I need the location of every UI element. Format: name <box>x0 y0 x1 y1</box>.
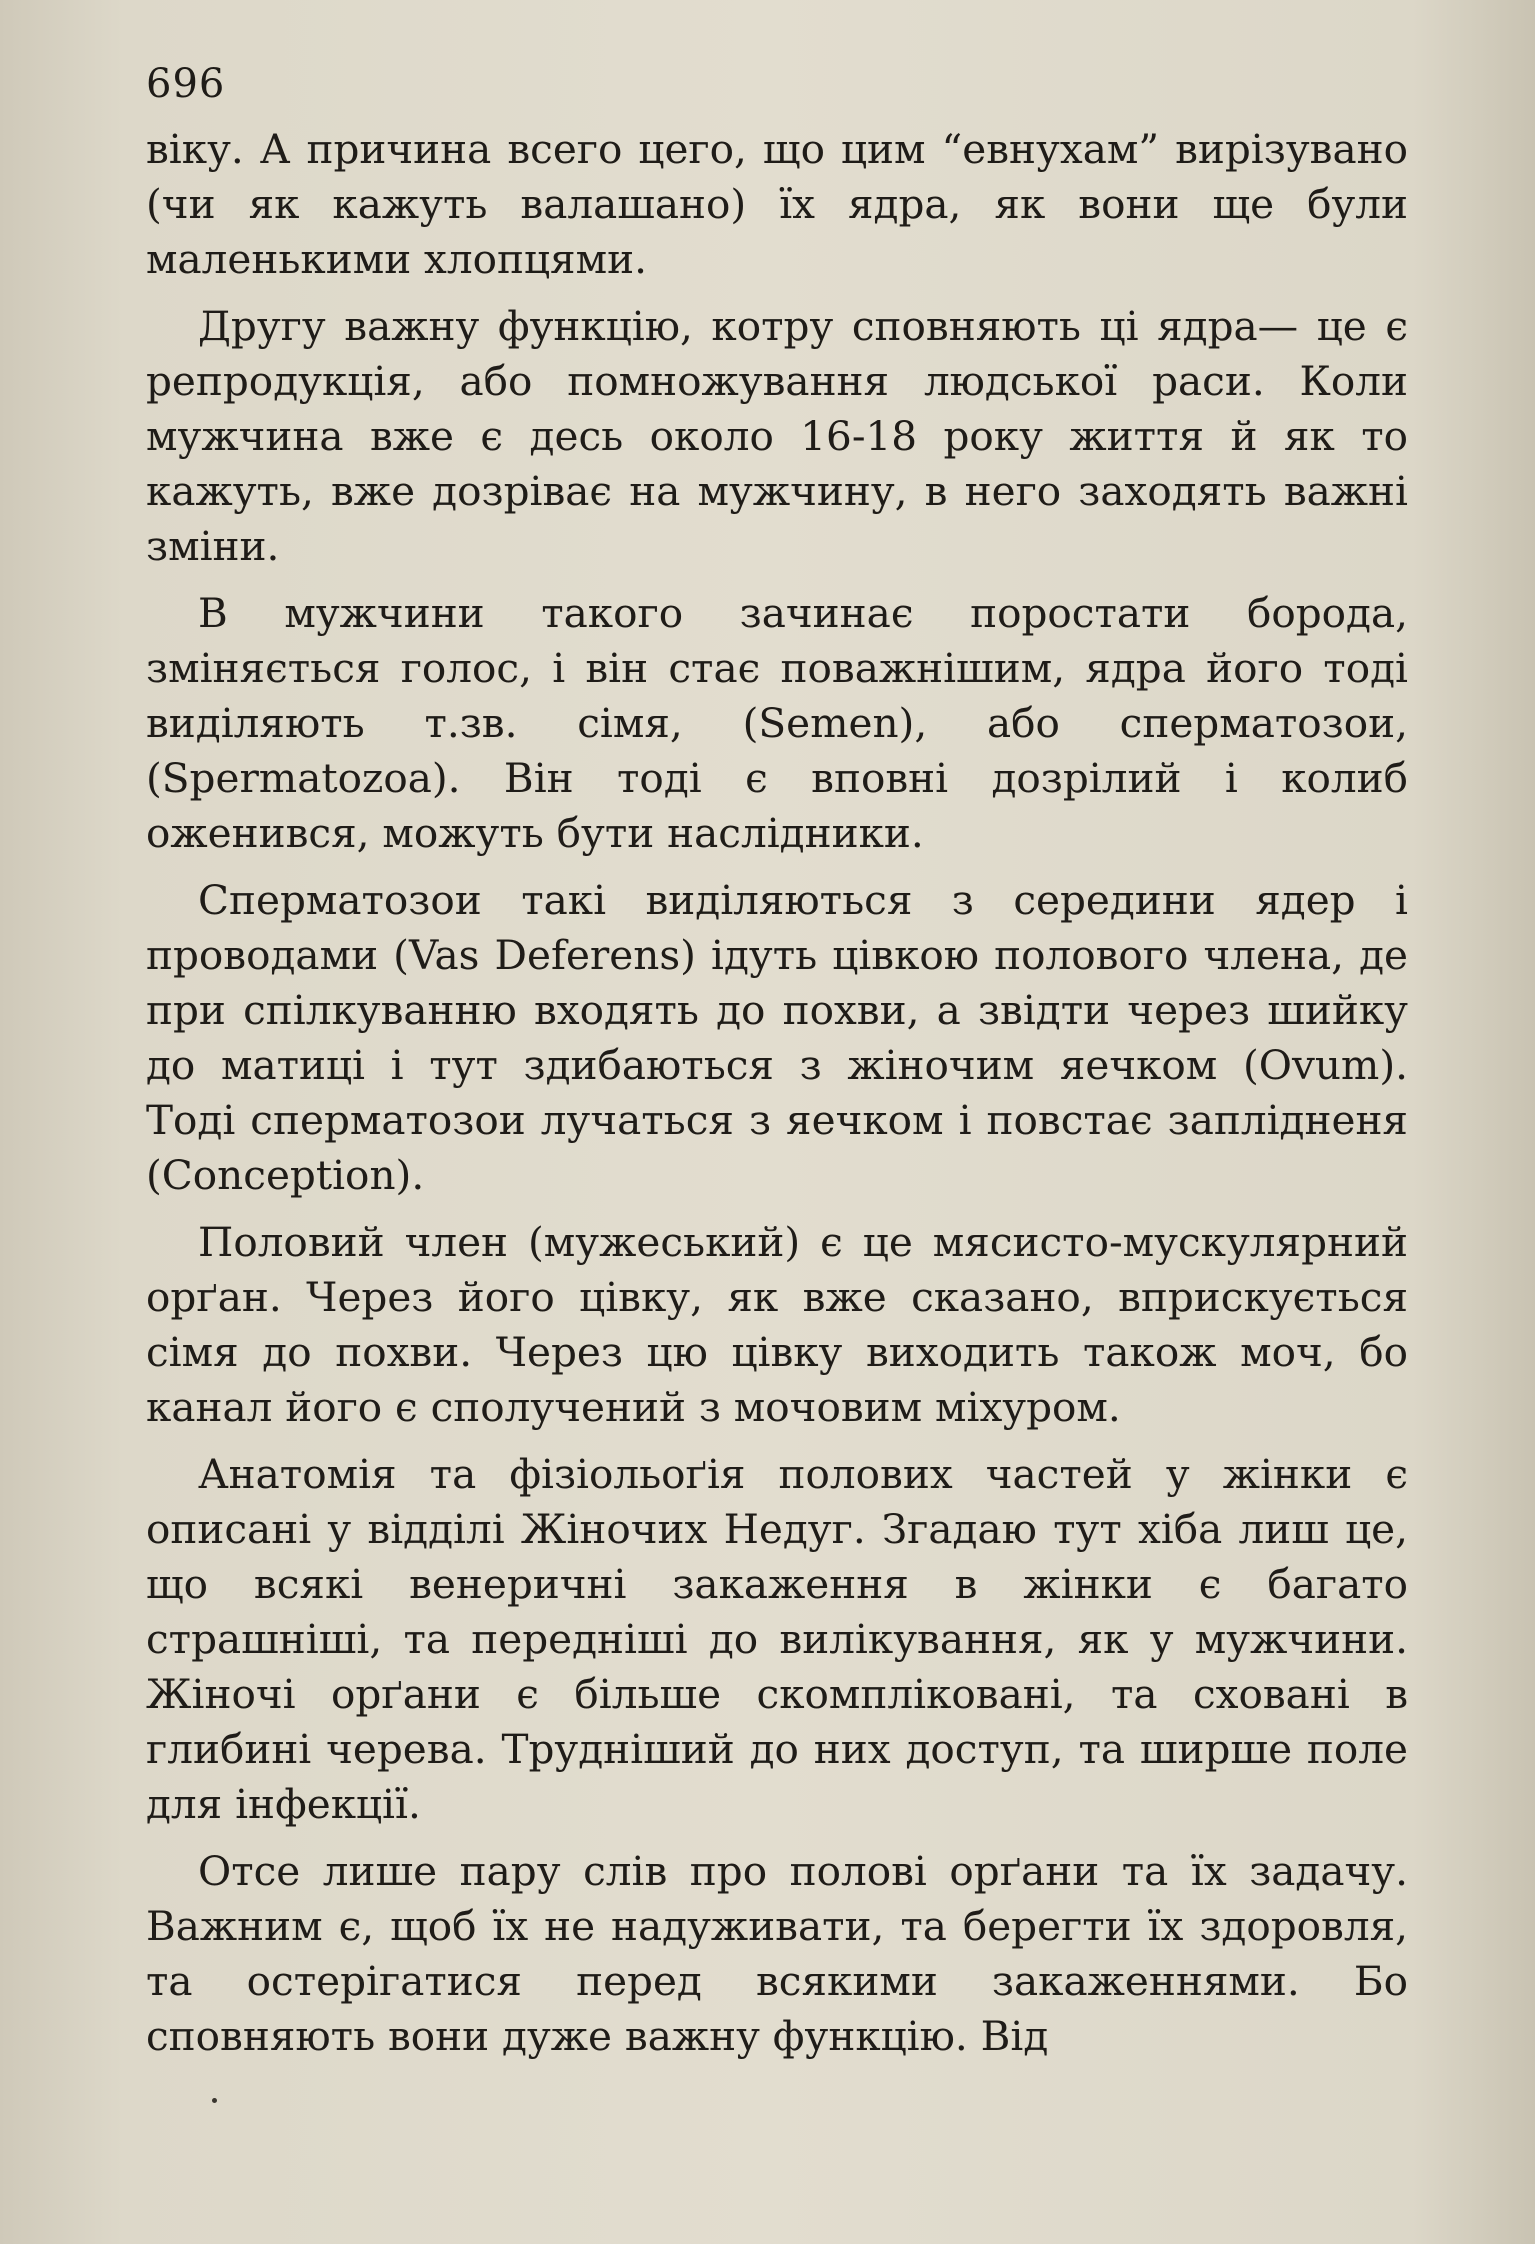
paragraph-2: Другу важну функцію, котру сповняють ці ядра— це є репродукція, або помножування людської раси. Коли мужчина вже є десь около 16-18 року життя й як то кажуть, вже дозріває на мужчину, в него заходять важні зміни. <box>146 302 1408 570</box>
page-number: 696 <box>146 61 226 107</box>
ink-speck <box>212 2098 217 2103</box>
paragraph-7: Отсе лише пару слів про полові орґани та їх задачу. Важним є, щоб їх не надуживати, та берегти їх здоровля, та остерігатися перед всякими закаженнями. Бо сповняють вони дуже важну функцію. Від <box>146 1847 1408 2060</box>
paragraph-5: Половий член (мужеський) є це мясисто-мускулярний орґан. Через його цівку, як вже сказано, вприскується сімя до похви. Через цю цівку виходить також моч, бо канал його є сполучений з мочовим міхуром. <box>146 1218 1408 1431</box>
paragraph-3: В мужчини такого зачинає поростати борода, зміняється голос, і він стає поважнішим, ядра його тоді виділяють т.зв. сімя, (Semen), або сперматозои, (Spermatozoa). Він тоді є вповні дозрілий і колиб оженився, можуть бути наслідники. <box>146 589 1408 857</box>
paragraph-6: Анатомія та фізіольоґія полових частей у жінки є описані у відділі Жіночих Недуг. Згадаю тут хіба лиш це, що всякі венеричні закаження в жінки є багато страшніші, та передніші до вилікування, як у мужчини. Жіночі орґани є більше скомпліковані, та сховані в глибині черева. Трудніший до них доступ, та ширше поле для інфекції. <box>146 1450 1408 1828</box>
paragraph-4: Сперматозои такі виділяються з середини ядер і проводами (Vas Deferens) ідуть цівкою полового члена, де при спілкуванню входять до похви, а звідти через шийку до матиці і тут здибаються з жіночим яечком (Ovum). Тоді сперматозои лучаться з яечком і повстає заплідненя (Conception). <box>146 876 1408 1199</box>
page-content <box>146 60 1408 2076</box>
paragraph-1: віку. А причина всего цего, що цим “евнухам” вирізувано (чи як кажуть валашано) їх ядра, як вони ще були маленькими хлопцями. <box>146 125 1408 283</box>
